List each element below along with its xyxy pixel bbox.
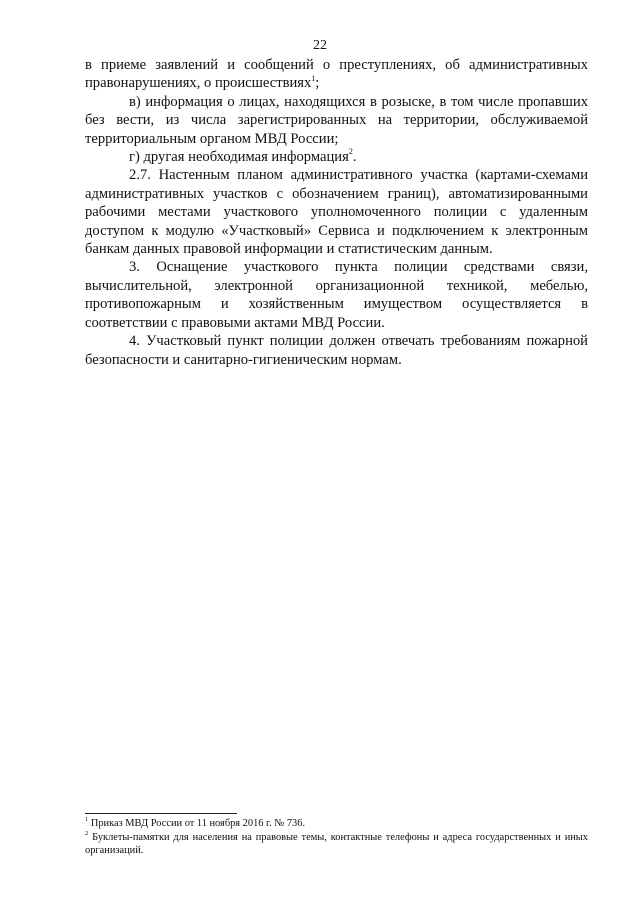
footnotes [85,817,588,858]
paragraph-wanted-persons: в) информация о лицах, находящихся в розыске, в том числе пропавших без вести, из числа зарегистрированных на территории, обслуживаемой территориальным органом МВД России; [85,93,588,147]
footnote-text: Буклеты-памятки для населения на правовые темы, контактные телефоны и адреса государственных и иных организаций. [85,832,588,856]
footnote-1 [85,817,588,830]
footnote-divider [85,813,237,814]
paragraph-2-7-wall-plan: 2.7. Настенным планом административного участка (картами-схемами административных участков с обозначением границ), автоматизированными рабочими местами участкового уполномоченного полиции с удаленным доступом к модулю «Участковый» Сервиса и подключением к электронным банкам данных правовой информации и статистическим данным. [85,167,588,258]
footnote-marker-1: 1 [85,815,89,823]
document-body [85,56,588,369]
paragraph-other-info [85,148,588,166]
footnote-ref-1: 1 [311,73,316,83]
paragraph-4-requirements: 4. Участковый пункт полиции должен отвечать требованиям пожарной безопасности и санитарно-гигиеническим нормам. [85,333,588,368]
paragraph-punctuation: . [352,149,357,166]
paragraph-text: г) другая необходимая информация [129,149,349,166]
paragraph-punctuation: ; [315,75,320,92]
footnote-ref-2: 2 [348,147,353,157]
footnote-2 [85,831,588,857]
page-number: 22 [313,38,327,53]
footnote-marker-2: 2 [85,829,89,837]
paragraph-3-equipment: 3. Оснащение участкового пункта полиции средствами связи, вычислительной, электронной организационной техникой, мебелью, противопожарным и хозяйственным имуществом осуществляется в соответствии с правовыми актами МВД России. [85,259,588,331]
footnote-text: Приказ МВД России от 11 ноября 2016 г. № 736. [88,818,306,829]
paragraph-reception-continuation [85,56,588,93]
paragraph-text: в приеме заявлений и сообщений о преступлениях, об административных правонарушениях, о происшествиях [85,57,588,92]
